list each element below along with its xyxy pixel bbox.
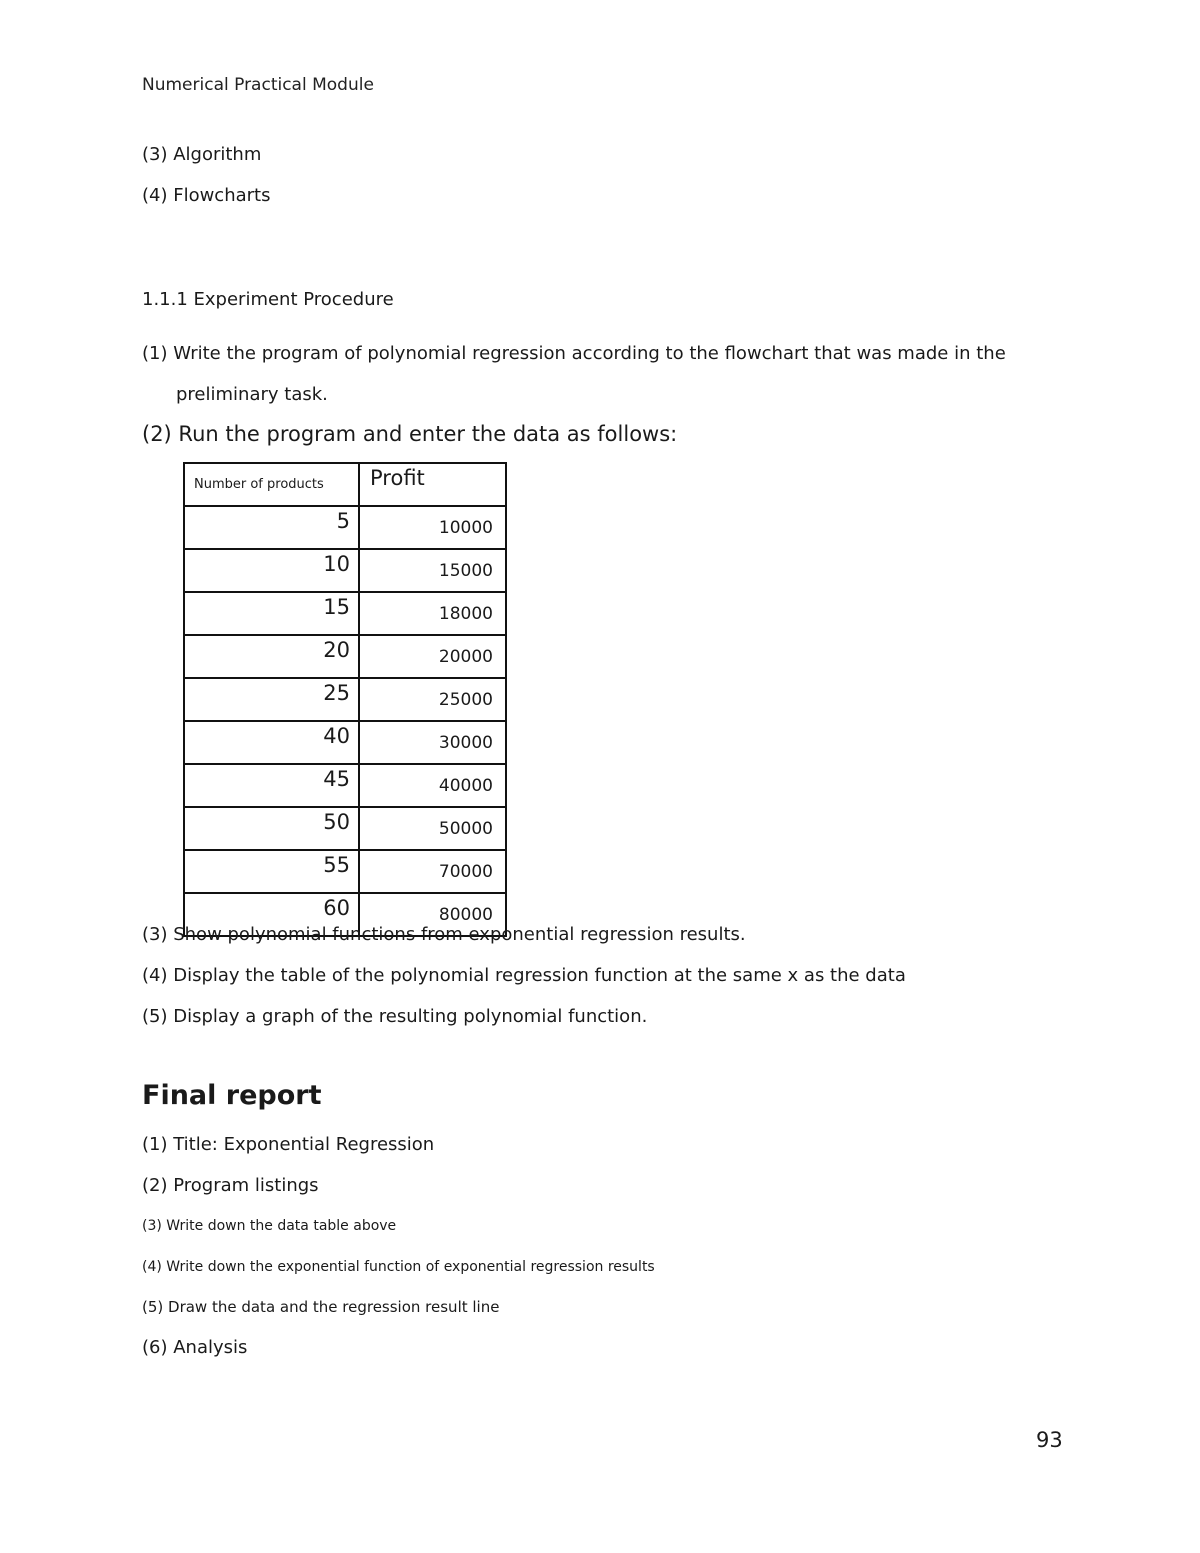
- table-row: [184, 721, 506, 764]
- cell-profit: 50000: [359, 807, 506, 850]
- final-item-program-listings: (2) Program listings: [142, 1175, 319, 1196]
- cell-products: 15: [184, 592, 359, 635]
- intro-item-algorithm: (3) Algorithm: [142, 144, 262, 165]
- table-row: [184, 592, 506, 635]
- cell-profit: 18000: [359, 592, 506, 635]
- cell-products: 25: [184, 678, 359, 721]
- cell-products: 10: [184, 549, 359, 592]
- cell-profit: 40000: [359, 764, 506, 807]
- header-profit: Profit: [359, 463, 506, 506]
- cell-products: 55: [184, 850, 359, 893]
- final-item-title: (1) Title: Exponential Regression: [142, 1134, 435, 1155]
- table-row: [184, 850, 506, 893]
- final-item-exponential-function: (4) Write down the exponential function of exponential regression results: [142, 1259, 655, 1275]
- step-4: (4) Display the table of the polynomial regression function at the same x as the data: [142, 965, 906, 986]
- table-row: [184, 764, 506, 807]
- page-header: Numerical Practical Module: [142, 75, 374, 95]
- final-item-draw-data: (5) Draw the data and the regression result line: [142, 1298, 500, 1316]
- cell-products: 20: [184, 635, 359, 678]
- step-5: (5) Display a graph of the resulting polynomial function.: [142, 1006, 648, 1027]
- final-report-title: Final report: [142, 1080, 322, 1111]
- cell-products: 5: [184, 506, 359, 549]
- table-row: [184, 506, 506, 549]
- step-1-line-1: (1) Write the program of polynomial regression according to the flowchart that was made in the: [142, 343, 1006, 364]
- cell-profit: 20000: [359, 635, 506, 678]
- table-header-row: [184, 463, 506, 506]
- cell-profit: 25000: [359, 678, 506, 721]
- cell-products: 45: [184, 764, 359, 807]
- intro-item-flowcharts: (4) Flowcharts: [142, 185, 271, 206]
- cell-profit: 10000: [359, 506, 506, 549]
- table-row: [184, 807, 506, 850]
- page-number: 93: [1036, 1428, 1063, 1452]
- cell-profit: 80000: [359, 893, 506, 936]
- final-item-analysis: (6) Analysis: [142, 1337, 248, 1358]
- step-1-line-2: preliminary task.: [176, 384, 328, 405]
- table-row: [184, 678, 506, 721]
- step-2: (2) Run the program and enter the data as follows:: [142, 422, 678, 446]
- cell-profit: 15000: [359, 549, 506, 592]
- table-row: [184, 549, 506, 592]
- step-3: (3) Show polynomial functions from exponential regression results.: [142, 924, 746, 945]
- final-item-data-table: (3) Write down the data table above: [142, 1218, 397, 1234]
- header-number-of-products: Number of products: [184, 463, 359, 506]
- table-row: [184, 635, 506, 678]
- cell-products: 60: [184, 893, 359, 936]
- cell-profit: 70000: [359, 850, 506, 893]
- section-heading: 1.1.1 Experiment Procedure: [142, 289, 394, 310]
- cell-profit: 30000: [359, 721, 506, 764]
- data-table: [183, 462, 507, 937]
- cell-products: 40: [184, 721, 359, 764]
- cell-products: 50: [184, 807, 359, 850]
